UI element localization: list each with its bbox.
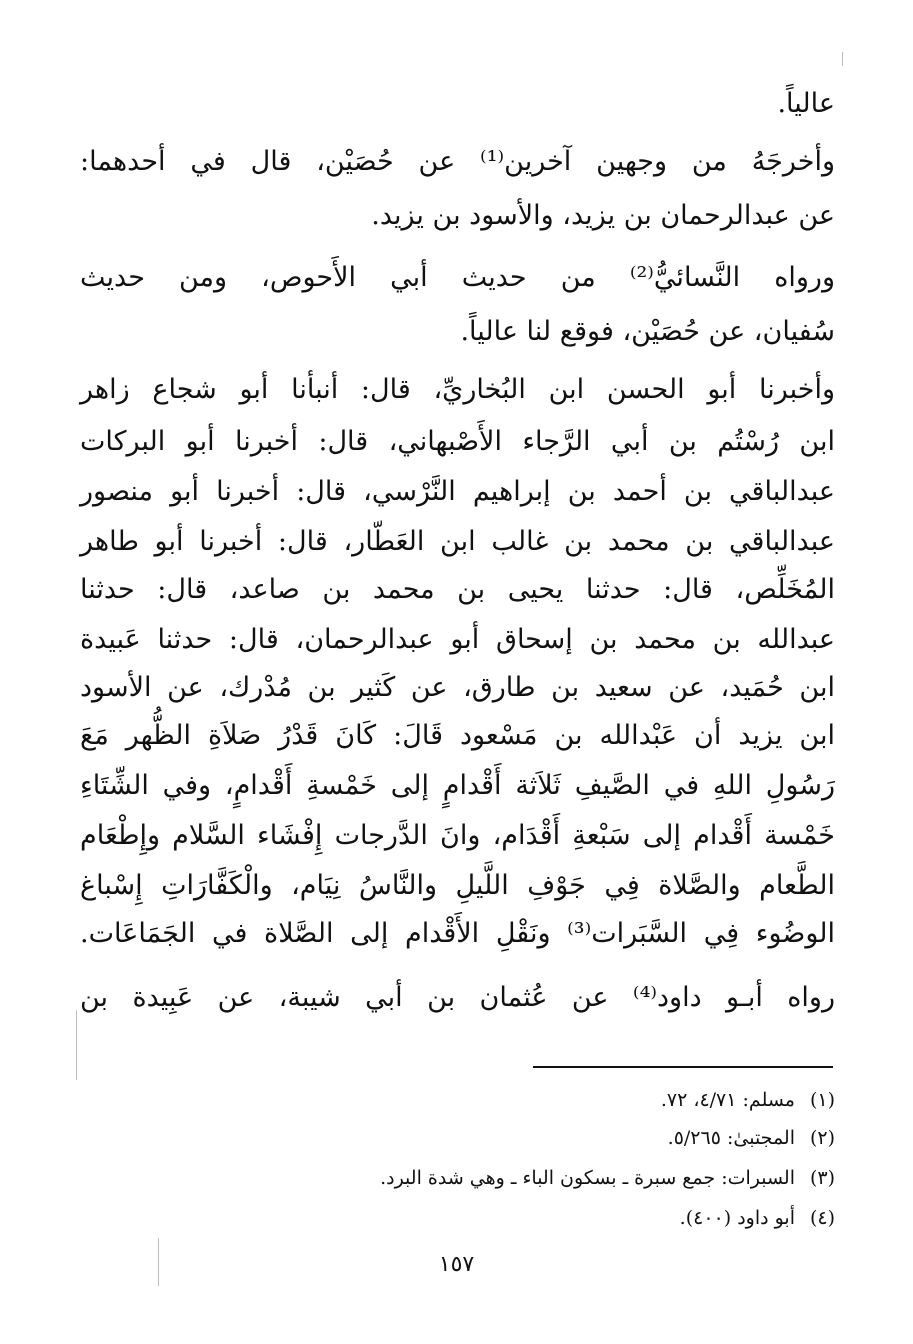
footnote-text: المجتبىٰ: ٥/٢٦٥. bbox=[667, 1127, 795, 1149]
footnote-text: أبو داود (٤٠٠). bbox=[679, 1207, 795, 1229]
text-line: خَمْسة أَقْدام إلى سَبْعةِ أَقْدَام، وانَ الدَّرجات إِفْشَاء السَّلام وإِطْعَام bbox=[80, 820, 835, 851]
text-line: عن عبدالرحمان بن يزيد، والأسود بن يزيد. bbox=[371, 200, 835, 231]
text-line: سُفيان، عن حُصَيْن، فوقع لنا عالياً. bbox=[460, 316, 835, 347]
footnote-separator bbox=[533, 1066, 833, 1068]
text-line: الطَّعام والصَّلاة فِي جَوْفِ اللَّيلِ والنَّاسُ نِيَام، والْكَفَّارَاتِ إِسْباغ bbox=[80, 870, 835, 901]
text-line: رواه أبـو داود⁽⁴⁾ عن عُثمان بن أبي شيبة، عن عَبِيدة بن bbox=[80, 982, 836, 1013]
scan-edge-mark bbox=[842, 52, 843, 66]
footnote bbox=[235, 1086, 835, 1114]
footnote-text: السبرات: جمع سبرة ـ بسكون الباء ـ وهي شدة البرد. bbox=[380, 1167, 795, 1189]
text-line: المُخَلِّص، قال: حدثنا يحيى بن محمد بن صاعد، قال: حدثنا bbox=[80, 574, 835, 605]
footnote-number: (٣) bbox=[809, 1167, 835, 1189]
text-line: ابن رُسْتُم بن أبي الرَّجاء الأَصْبهاني، قال: أخبرنا أبو البركات bbox=[80, 426, 835, 457]
scan-edge-mark bbox=[76, 1010, 77, 1080]
footnote bbox=[235, 1164, 835, 1192]
text-line: رَسُولِ اللهِ في الصَّيفِ ثَلاَثة أَقْدامٍ إلى خَمْسةِ أَقْدامٍ، وفي الشِّتَاءِ bbox=[80, 770, 835, 801]
text-line: وأخرجَهُ من وجهين آخرين⁽¹⁾ عن حُصَيْن، قال في أحدهما: bbox=[80, 146, 835, 177]
text-line: وأخبرنا أبو الحسن ابن البُخاريِّ، قال: أنبأنا أبو شجاع زاهر bbox=[80, 374, 835, 405]
footnote-number: (٤) bbox=[809, 1207, 835, 1229]
footnote-number: (٢) bbox=[809, 1127, 835, 1149]
text-line: عبدالله بن محمد بن إسحاق أبو عبدالرحمان، قال: حدثنا عَبيدة bbox=[80, 624, 835, 655]
page-number: ١٥٧ bbox=[438, 1252, 475, 1277]
text-line: ابن يزيد أن عَبْدالله بن مَسْعود قَالَ: كَانَ قَدْرُ صَلاَةِ الظُّهر مَعَ bbox=[80, 720, 835, 751]
text-line: عبدالباقي بن محمد بن غالب ابن العَطّار، قال: أخبرنا أبو طاهر bbox=[80, 526, 835, 557]
text-line: ورواه النَّسائيُّ⁽²⁾ من حديث أبي الأَحوص، ومن حديث bbox=[80, 262, 835, 293]
footnote bbox=[235, 1204, 835, 1232]
footnote bbox=[235, 1124, 835, 1152]
text-line: عالياً. bbox=[777, 88, 835, 119]
text-line: الوضُوء فِي السَّبَرات⁽³⁾ ونَقْلِ الأَقْدام إلى الصَّلاة في الجَمَاعَات. bbox=[80, 918, 836, 949]
text-line: عبدالباقي بن أحمد بن إبراهيم النَّرْسي، قال: أخبرنا أبو منصور bbox=[80, 476, 835, 507]
text-line: ابن حُمَيد، عن سعيد بن طارق، عن كَثير بن مُدْرك، عن الأسود bbox=[80, 672, 835, 703]
scan-edge-mark bbox=[158, 1238, 159, 1286]
footnote-number: (١) bbox=[809, 1089, 835, 1111]
footnote-text: مسلم: ٤/٧١، ٧٢. bbox=[660, 1089, 795, 1111]
